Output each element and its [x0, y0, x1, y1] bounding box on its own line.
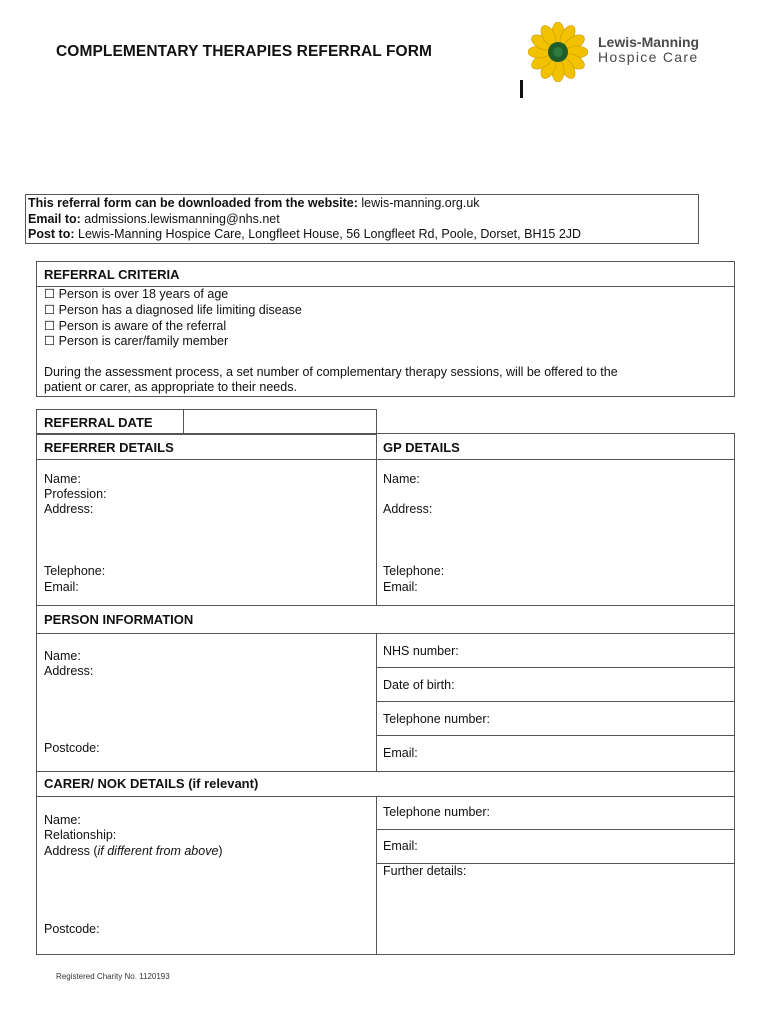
referrer-email-field[interactable]: Email: — [44, 580, 79, 594]
text-cursor-mark — [520, 80, 523, 98]
criteria-checkbox-age[interactable]: ☐ Person is over 18 years of age — [44, 287, 229, 301]
criteria-note-line1: During the assessment process, a set number of complementary therapy sessions, will be offered to the — [44, 365, 618, 379]
contact-info-box — [25, 194, 699, 244]
post-label: Post to: — [28, 227, 75, 241]
details-table — [36, 433, 735, 955]
person-heading: PERSON INFORMATION — [44, 612, 194, 627]
carer-address-prefix: Address ( — [44, 844, 98, 858]
website-link[interactable]: lewis-manning.org.uk — [361, 196, 480, 210]
referrer-telephone-field[interactable]: Telephone: — [44, 564, 106, 578]
referrer-address-field[interactable]: Address: — [44, 502, 94, 516]
person-postcode-field[interactable]: Postcode: — [44, 741, 100, 755]
post-address: Lewis-Manning Hospice Care, Longfleet House, 56 Longfleet Rd, Poole, Dorset, BH15 2JD — [78, 227, 582, 241]
gp-email-field[interactable]: Email: — [383, 580, 418, 594]
person-dob-field[interactable]: Date of birth: — [383, 678, 455, 692]
person-name-field[interactable]: Name: — [44, 649, 81, 663]
referrer-heading: REFERRER DETAILS — [44, 440, 174, 455]
criteria-checkbox-aware[interactable]: ☐ Person is aware of the referral — [44, 319, 227, 333]
carer-telephone-field[interactable]: Telephone number: — [383, 805, 491, 819]
criteria-heading: REFERRAL CRITERIA — [44, 267, 180, 282]
referrer-name-field[interactable]: Name: — [44, 472, 81, 486]
criteria-note-line2: patient or carer, as appropriate to their needs. — [44, 380, 297, 394]
person-address-field[interactable]: Address: — [44, 664, 94, 678]
carer-address-italic: if different from above — [97, 844, 219, 858]
criteria-checkbox-disease[interactable]: ☐ Person has a diagnosed life limiting disease — [44, 303, 302, 317]
carer-address-suffix: ) — [218, 844, 223, 858]
carer-further-details-field[interactable]: Further details: — [383, 864, 467, 878]
referral-date-field[interactable] — [184, 410, 376, 434]
sunflower-logo-icon — [528, 22, 588, 82]
logo-subtitle: Hospice Care — [598, 49, 699, 65]
carer-relationship-field[interactable]: Relationship: — [44, 828, 117, 842]
charity-number: Registered Charity No. 1120193 — [56, 972, 170, 981]
gp-telephone-field[interactable]: Telephone: — [383, 564, 445, 578]
carer-postcode-field[interactable]: Postcode: — [44, 922, 100, 936]
referrer-profession-field[interactable]: Profession: — [44, 487, 107, 501]
referral-criteria-box — [36, 261, 735, 397]
carer-address-field[interactable] — [44, 844, 223, 860]
gp-address-field[interactable]: Address: — [383, 502, 433, 516]
email-label: Email to: — [28, 212, 81, 226]
gp-name-field[interactable]: Name: — [383, 472, 420, 486]
page-title: COMPLEMENTARY THERAPIES REFERRAL FORM — [56, 43, 433, 60]
gp-heading: GP DETAILS — [383, 440, 460, 455]
logo-name: Lewis-Manning — [598, 34, 700, 50]
website-label: This referral form can be downloaded from the website: — [28, 196, 358, 210]
referral-date-row — [36, 409, 377, 435]
carer-name-field[interactable]: Name: — [44, 813, 81, 827]
carer-email-field[interactable]: Email: — [383, 839, 418, 853]
carer-heading: CARER/ NOK DETAILS (if relevant) — [44, 776, 259, 791]
person-telephone-field[interactable]: Telephone number: — [383, 712, 491, 726]
referral-date-label: REFERRAL DATE — [44, 415, 153, 430]
criteria-checkbox-carer[interactable]: ☐ Person is carer/family member — [44, 334, 229, 348]
email-link[interactable]: admissions.lewismanning@nhs.net — [84, 212, 280, 226]
person-email-field[interactable]: Email: — [383, 746, 418, 760]
person-nhs-number-field[interactable]: NHS number: — [383, 644, 459, 658]
